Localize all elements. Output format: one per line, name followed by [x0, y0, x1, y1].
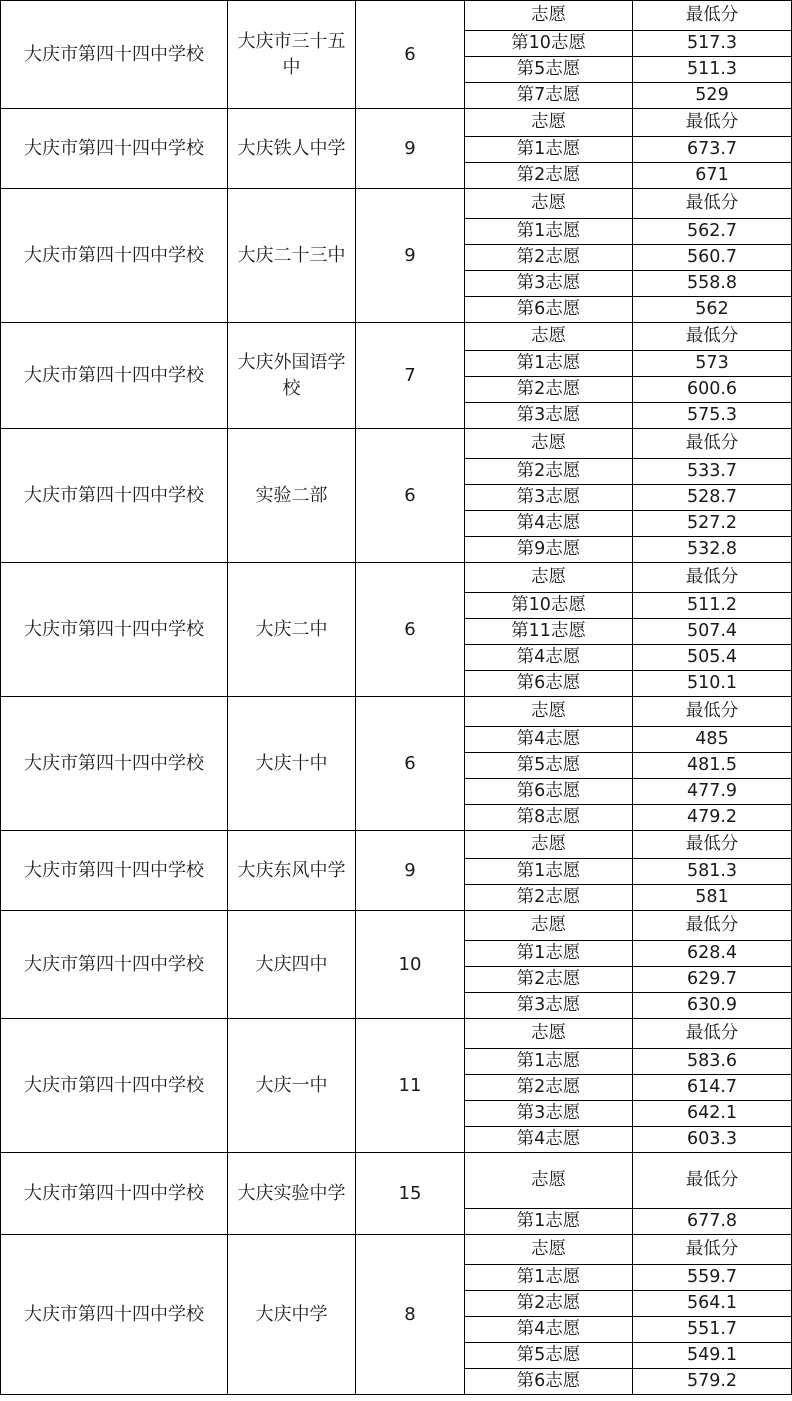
score-header-cell: 最低分: [633, 1019, 792, 1049]
score-header-cell: 最低分: [633, 911, 792, 941]
score-header-cell: 最低分: [633, 429, 792, 459]
choice-cell: 第2志愿: [465, 967, 633, 993]
group-header-row: [1, 1153, 792, 1209]
score-header-cell: 最低分: [633, 563, 792, 593]
choice-cell: 第1志愿: [465, 1265, 633, 1291]
choice-cell: 第1志愿: [465, 859, 633, 885]
count-cell: 9: [356, 109, 465, 189]
score-cell: 511.3: [633, 57, 792, 83]
target-school-cell: 大庆四中: [228, 911, 356, 1019]
score-cell: 560.7: [633, 245, 792, 271]
school-name-cell: 大庆市第四十四中学校: [1, 1, 228, 109]
choice-header-cell: 志愿: [465, 429, 633, 459]
choice-cell: 第1志愿: [465, 137, 633, 163]
school-name-cell: 大庆市第四十四中学校: [1, 429, 228, 563]
target-school-cell: 大庆一中: [228, 1019, 356, 1153]
score-cell: 629.7: [633, 967, 792, 993]
choice-header-cell: 志愿: [465, 911, 633, 941]
school-name-cell: 大庆市第四十四中学校: [1, 911, 228, 1019]
school-name-cell: 大庆市第四十四中学校: [1, 1153, 228, 1235]
target-school-cell: 大庆外国语学校: [228, 323, 356, 429]
score-header-cell: 最低分: [633, 189, 792, 219]
score-cell: 581: [633, 885, 792, 911]
target-school-cell: 大庆铁人中学: [228, 109, 356, 189]
choice-cell: 第7志愿: [465, 83, 633, 109]
choice-cell: 第2志愿: [465, 163, 633, 189]
score-cell: 642.1: [633, 1101, 792, 1127]
count-cell: 11: [356, 1019, 465, 1153]
choice-cell: 第2志愿: [465, 1075, 633, 1101]
target-school-cell: 大庆二中: [228, 563, 356, 697]
score-header-cell: 最低分: [633, 1153, 792, 1209]
count-cell: 7: [356, 323, 465, 429]
score-cell: 677.8: [633, 1209, 792, 1235]
choice-cell: 第4志愿: [465, 511, 633, 537]
score-header-cell: 最低分: [633, 323, 792, 351]
score-header-cell: 最低分: [633, 1, 792, 31]
score-header-cell: 最低分: [633, 109, 792, 137]
choice-cell: 第6志愿: [465, 297, 633, 323]
choice-header-cell: 志愿: [465, 1019, 633, 1049]
choice-cell: 第4志愿: [465, 1317, 633, 1343]
score-cell: 579.2: [633, 1369, 792, 1395]
score-cell: 573: [633, 351, 792, 377]
score-cell: 564.1: [633, 1291, 792, 1317]
score-cell: 479.2: [633, 805, 792, 831]
group-header-row: [1, 697, 792, 727]
choice-cell: 第8志愿: [465, 805, 633, 831]
choice-cell: 第2志愿: [465, 377, 633, 403]
choice-cell: 第6志愿: [465, 671, 633, 697]
choice-cell: 第2志愿: [465, 459, 633, 485]
choice-cell: 第5志愿: [465, 753, 633, 779]
score-cell: 581.3: [633, 859, 792, 885]
choice-cell: 第10志愿: [465, 31, 633, 57]
score-cell: 529: [633, 83, 792, 109]
score-cell: 562.7: [633, 219, 792, 245]
score-cell: 528.7: [633, 485, 792, 511]
choice-cell: 第2志愿: [465, 885, 633, 911]
choice-header-cell: 志愿: [465, 1235, 633, 1265]
score-cell: 481.5: [633, 753, 792, 779]
count-cell: 15: [356, 1153, 465, 1235]
choice-cell: 第10志愿: [465, 593, 633, 619]
group-header-row: [1, 911, 792, 941]
choice-cell: 第1志愿: [465, 1209, 633, 1235]
choice-header-cell: 志愿: [465, 563, 633, 593]
score-cell: 583.6: [633, 1049, 792, 1075]
school-name-cell: 大庆市第四十四中学校: [1, 189, 228, 323]
choice-cell: 第3志愿: [465, 993, 633, 1019]
choice-cell: 第4志愿: [465, 645, 633, 671]
choice-cell: 第1志愿: [465, 941, 633, 967]
choice-header-cell: 志愿: [465, 109, 633, 137]
choice-cell: 第11志愿: [465, 619, 633, 645]
score-cell: 614.7: [633, 1075, 792, 1101]
school-name-cell: 大庆市第四十四中学校: [1, 697, 228, 831]
target-school-cell: 大庆中学: [228, 1235, 356, 1395]
choice-cell: 第3志愿: [465, 1101, 633, 1127]
target-school-cell: 大庆市三十五中: [228, 1, 356, 109]
group-header-row: [1, 429, 792, 459]
choice-cell: 第3志愿: [465, 271, 633, 297]
school-name-cell: 大庆市第四十四中学校: [1, 1235, 228, 1395]
choice-header-cell: 志愿: [465, 1153, 633, 1209]
choice-header-cell: 志愿: [465, 323, 633, 351]
choice-cell: 第9志愿: [465, 537, 633, 563]
score-cell: 485: [633, 727, 792, 753]
choice-cell: 第6志愿: [465, 779, 633, 805]
score-cell: 628.4: [633, 941, 792, 967]
school-name-cell: 大庆市第四十四中学校: [1, 831, 228, 911]
choice-cell: 第2志愿: [465, 1291, 633, 1317]
score-cell: 558.8: [633, 271, 792, 297]
score-cell: 532.8: [633, 537, 792, 563]
score-cell: 505.4: [633, 645, 792, 671]
score-cell: 630.9: [633, 993, 792, 1019]
count-cell: 9: [356, 831, 465, 911]
choice-cell: 第1志愿: [465, 1049, 633, 1075]
target-school-cell: 大庆东风中学: [228, 831, 356, 911]
school-name-cell: 大庆市第四十四中学校: [1, 1019, 228, 1153]
school-name-cell: 大庆市第四十四中学校: [1, 323, 228, 429]
school-name-cell: 大庆市第四十四中学校: [1, 109, 228, 189]
count-cell: 9: [356, 189, 465, 323]
table-body: [1, 1, 792, 1395]
group-header-row: [1, 109, 792, 137]
count-cell: 6: [356, 563, 465, 697]
target-school-cell: 实验二部: [228, 429, 356, 563]
group-header-row: [1, 831, 792, 859]
score-cell: 533.7: [633, 459, 792, 485]
choice-cell: 第5志愿: [465, 1343, 633, 1369]
count-cell: 6: [356, 429, 465, 563]
target-school-cell: 大庆二十三中: [228, 189, 356, 323]
choice-cell: 第3志愿: [465, 485, 633, 511]
group-header-row: [1, 189, 792, 219]
score-cell: 562: [633, 297, 792, 323]
score-cell: 673.7: [633, 137, 792, 163]
score-cell: 517.3: [633, 31, 792, 57]
score-cell: 575.3: [633, 403, 792, 429]
count-cell: 6: [356, 697, 465, 831]
score-cell: 527.2: [633, 511, 792, 537]
score-cell: 600.6: [633, 377, 792, 403]
score-header-cell: 最低分: [633, 1235, 792, 1265]
choice-cell: 第1志愿: [465, 351, 633, 377]
school-name-cell: 大庆市第四十四中学校: [1, 563, 228, 697]
score-cell: 549.1: [633, 1343, 792, 1369]
choice-header-cell: 志愿: [465, 1, 633, 31]
count-cell: 8: [356, 1235, 465, 1395]
score-cell: 551.7: [633, 1317, 792, 1343]
count-cell: 6: [356, 1, 465, 109]
choice-header-cell: 志愿: [465, 697, 633, 727]
target-school-cell: 大庆实验中学: [228, 1153, 356, 1235]
choice-cell: 第4志愿: [465, 1127, 633, 1153]
group-header-row: [1, 563, 792, 593]
score-cell: 559.7: [633, 1265, 792, 1291]
choice-cell: 第6志愿: [465, 1369, 633, 1395]
score-cell: 477.9: [633, 779, 792, 805]
score-cell: 510.1: [633, 671, 792, 697]
group-header-row: [1, 1, 792, 31]
group-header-row: [1, 1019, 792, 1049]
score-cell: 603.3: [633, 1127, 792, 1153]
score-header-cell: 最低分: [633, 831, 792, 859]
choice-cell: 第4志愿: [465, 727, 633, 753]
target-school-cell: 大庆十中: [228, 697, 356, 831]
choice-cell: 第2志愿: [465, 245, 633, 271]
choice-cell: 第3志愿: [465, 403, 633, 429]
score-cell: 511.2: [633, 593, 792, 619]
choice-header-cell: 志愿: [465, 189, 633, 219]
score-header-cell: 最低分: [633, 697, 792, 727]
score-cell: 507.4: [633, 619, 792, 645]
score-cell: 671: [633, 163, 792, 189]
group-header-row: [1, 1235, 792, 1265]
group-header-row: [1, 323, 792, 351]
choice-cell: 第5志愿: [465, 57, 633, 83]
choice-cell: 第1志愿: [465, 219, 633, 245]
count-cell: 10: [356, 911, 465, 1019]
choice-header-cell: 志愿: [465, 831, 633, 859]
